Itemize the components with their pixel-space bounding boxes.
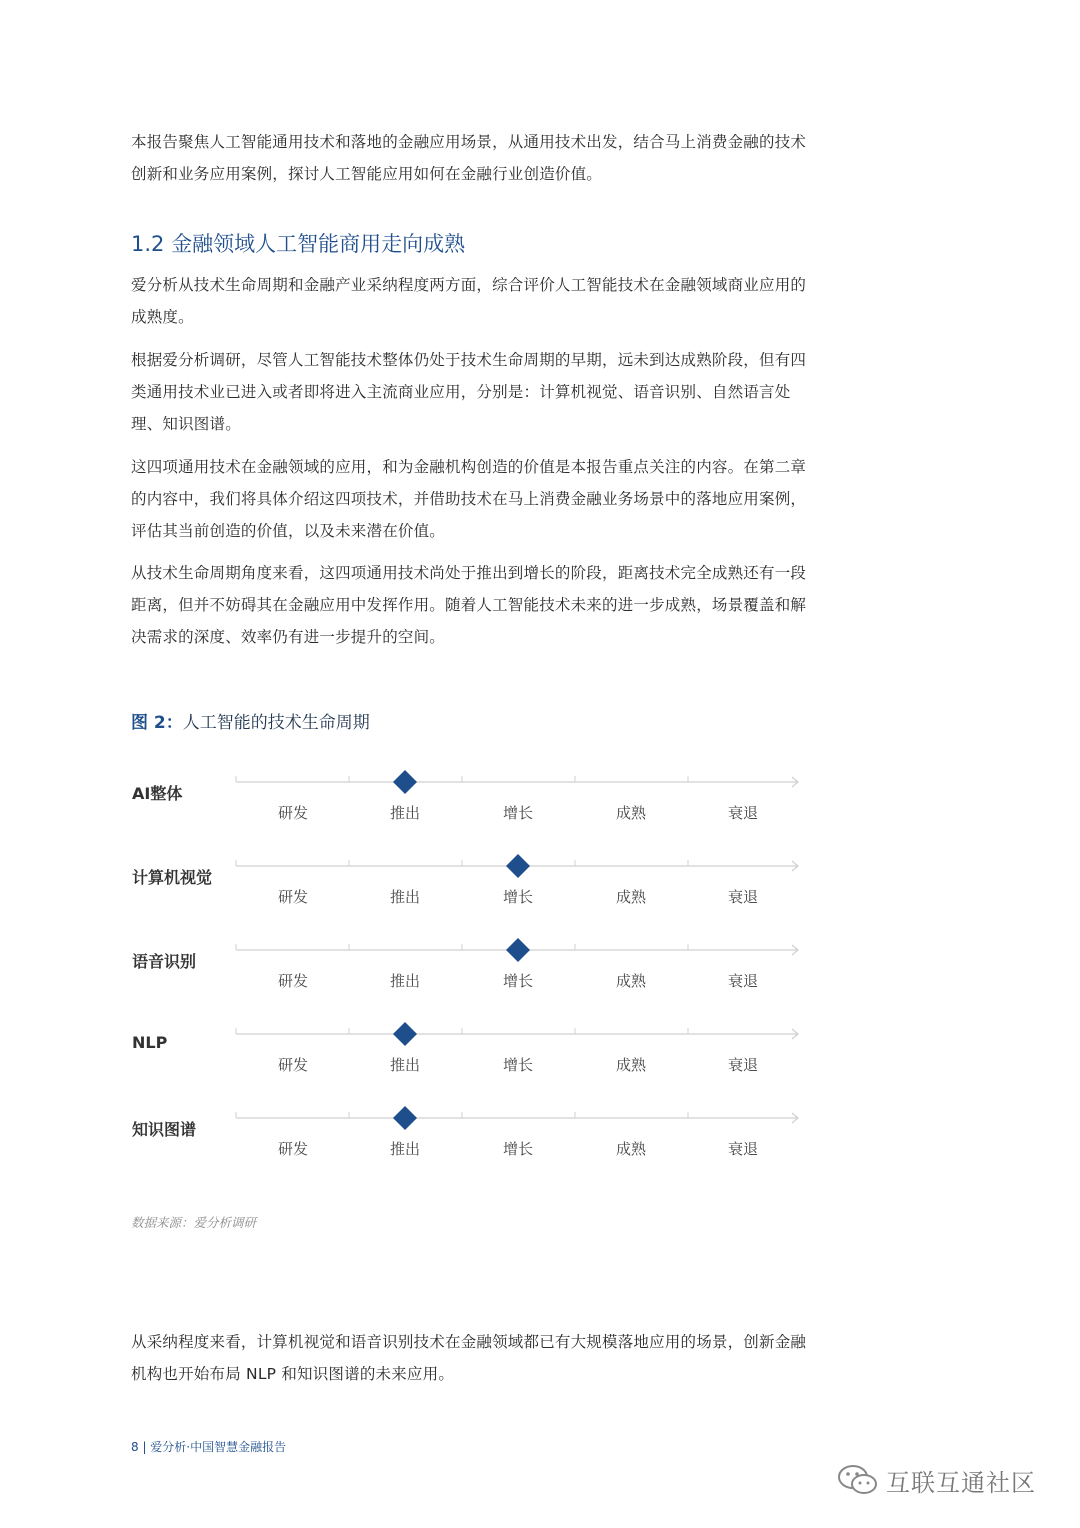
stage-label: 推出 bbox=[389, 972, 421, 990]
stage-marker bbox=[393, 770, 417, 794]
stage-label: 成熟 bbox=[615, 1056, 647, 1074]
watermark bbox=[836, 1458, 1036, 1502]
figure-caption: 人工智能的技术生命周期 bbox=[182, 713, 370, 733]
stage-label: 研发 bbox=[277, 972, 309, 990]
stage-label: 衰退 bbox=[727, 888, 759, 906]
stage-label: 衰退 bbox=[727, 804, 759, 822]
stage-label: 研发 bbox=[277, 888, 309, 906]
intro-paragraph: 本报告聚焦人工智能通用技术和落地的金融应用场景，从通用技术出发，结合马上消费金融的技术创新和业务应用案例，探讨人工智能应用如何在金融行业创造价值。 bbox=[131, 133, 807, 183]
stage-label: 推出 bbox=[389, 804, 421, 822]
figure-number: 图 2： bbox=[131, 713, 183, 733]
stage-label: 推出 bbox=[389, 1140, 421, 1158]
stage-label: 成熟 bbox=[615, 1140, 647, 1158]
lifecycle-row-label: NLP bbox=[132, 1033, 168, 1052]
stage-label: 成熟 bbox=[615, 972, 647, 990]
section-paragraph-3: 这四项通用技术在金融领域的应用，和为金融机构创造的价值是本报告重点关注的内容。在第二章的内容中，我们将具体介绍这四项技术，并借助技术在马上消费金融业务场景中的落地应用案例，评估其当前创造的价值，以及未来潜在价值。 bbox=[131, 458, 807, 540]
lifecycle-axis-arrow bbox=[792, 861, 798, 871]
section-title: 1.2 金融领域人工智能商用走向成熟 bbox=[131, 232, 466, 256]
stage-label: 推出 bbox=[389, 888, 421, 906]
stage-label: 增长 bbox=[502, 888, 534, 906]
section-paragraph-4: 从技术生命周期角度来看，这四项通用技术尚处于推出到增长的阶段，距离技术完全成熟还有一段距离，但并不妨碍其在金融应用中发挥作用。随着人工智能技术未来的进一步成熟，场景覆盖和解决需求的深度、效率仍有进一步提升的空间。 bbox=[131, 564, 807, 646]
closing-paragraph: 从采纳程度来看，计算机视觉和语音识别技术在金融领域都已有大规模落地应用的场景，创新金融机构也开始布局 NLP 和知识图谱的未来应用。 bbox=[131, 1333, 807, 1383]
stage-label: 增长 bbox=[502, 804, 534, 822]
stage-label: 成熟 bbox=[615, 888, 647, 906]
wechat-icon bbox=[836, 1462, 880, 1498]
stage-marker bbox=[506, 854, 530, 878]
stage-label: 成熟 bbox=[615, 804, 647, 822]
lifecycle-axis-arrow bbox=[792, 945, 798, 955]
lifecycle-row-label: 知识图谱 bbox=[132, 1120, 197, 1139]
stage-marker bbox=[506, 938, 530, 962]
stage-label: 衰退 bbox=[727, 1140, 759, 1158]
section-paragraph-1: 爱分析从技术生命周期和金融产业采纳程度两方面，综合评价人工智能技术在金融领域商业应用的成熟度。 bbox=[131, 276, 807, 326]
section-paragraph-2: 根据爱分析调研，尽管人工智能技术整体仍处于技术生命周期的早期，远未到达成熟阶段，但有四类通用技术业已进入或者即将进入主流商业应用，分别是：计算机视觉、语音识别、自然语言处理、知识图谱。 bbox=[131, 351, 807, 433]
stage-label: 增长 bbox=[502, 1056, 534, 1074]
stage-label: 增长 bbox=[502, 972, 534, 990]
lifecycle-row-label: 计算机视觉 bbox=[132, 868, 213, 887]
stage-marker bbox=[393, 1022, 417, 1046]
stage-label: 研发 bbox=[277, 804, 309, 822]
lifecycle-axis-arrow bbox=[792, 1029, 798, 1039]
stage-label: 衰退 bbox=[727, 972, 759, 990]
lifecycle-row-label: 语音识别 bbox=[132, 952, 197, 971]
watermark-text: 互联互通社区 bbox=[886, 1468, 1036, 1497]
figure-title bbox=[131, 708, 370, 733]
figure-source: 数据来源：爱分析调研 bbox=[131, 1215, 257, 1230]
lifecycle-row-label: AI整体 bbox=[132, 784, 183, 803]
stage-label: 推出 bbox=[389, 1056, 421, 1074]
stage-label: 研发 bbox=[277, 1140, 309, 1158]
lifecycle-axis-arrow bbox=[792, 777, 798, 787]
stage-label: 衰退 bbox=[727, 1056, 759, 1074]
stage-marker bbox=[393, 1106, 417, 1130]
lifecycle-axis-arrow bbox=[792, 1113, 798, 1123]
stage-label: 增长 bbox=[502, 1140, 534, 1158]
stage-label: 研发 bbox=[277, 1056, 309, 1074]
page-footer: 8 | 爱分析·中国智慧金融报告 bbox=[131, 1440, 287, 1454]
